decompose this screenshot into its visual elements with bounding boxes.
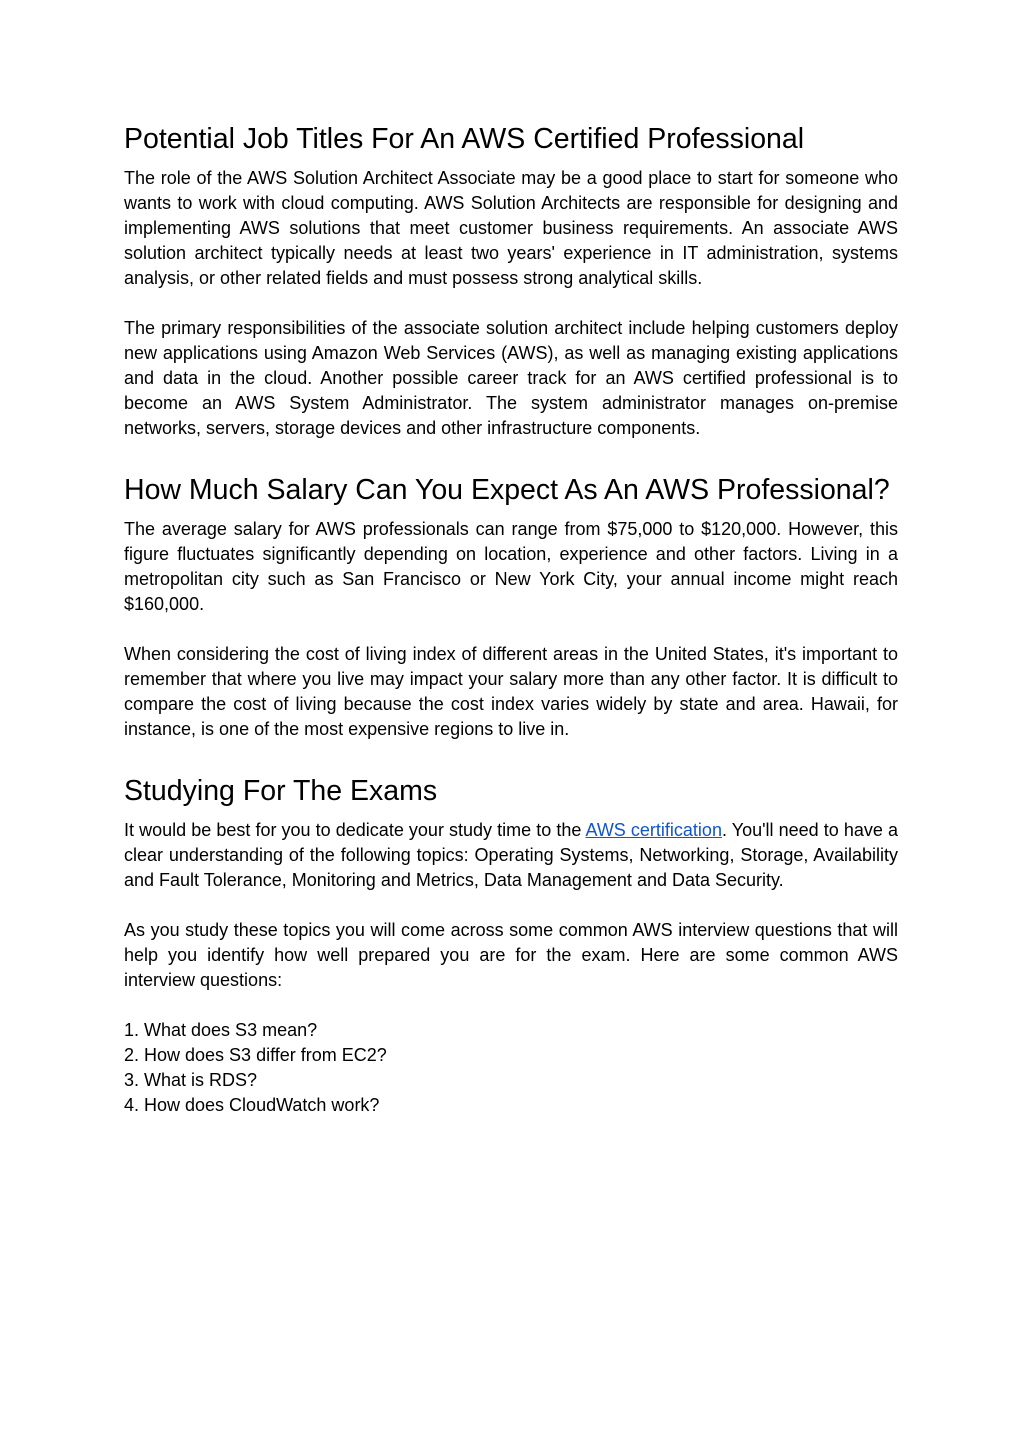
paragraph-text-after-link: . You'll need to have a clear understanding of the following topics: Operating Systems, Networking, Storage, Availability and Fault Tolerance, Monitoring and Metrics, Data Management and Data Security. <box>124 820 899 890</box>
paragraph-with-link <box>124 818 898 893</box>
section-heading: Potential Job Titles For An AWS Certified Professional <box>124 123 805 155</box>
paragraph-text-before-link: It would be best for you to dedicate your study time to the <box>124 820 586 840</box>
section-heading: Studying For The Exams <box>124 775 438 807</box>
list-item: 1. What does S3 mean? <box>124 1020 318 1040</box>
section-studying <box>124 772 898 1118</box>
aws-certification-link[interactable]: AWS certification <box>585 820 722 840</box>
interview-question-list <box>124 1018 898 1118</box>
paragraph: The role of the AWS Solution Architect Associate may be a good place to start for someone who wants to work with cloud computing. AWS Solution Architects are responsible for designing and implementing AWS solutions that meet customer business requirements. An associate AWS solution architect typically needs at least two years' experience in IT administration, systems analysis, or other related fields and must possess strong analytical skills. <box>124 168 898 288</box>
list-item: 3. What is RDS? <box>124 1070 258 1090</box>
list-item: 2. How does S3 differ from EC2? <box>124 1045 387 1065</box>
list-item: 4. How does CloudWatch work? <box>124 1095 380 1115</box>
section-salary <box>124 471 898 742</box>
paragraph: The average salary for AWS professionals can range from $75,000 to $120,000. However, this figure fluctuates significantly depending on location, experience and other factors. Living in a metropolitan city such as San Francisco or New York City, your annual income might reach $160,000. <box>124 519 898 614</box>
document-page <box>124 120 898 1118</box>
section-job-titles <box>124 120 898 441</box>
paragraph: The primary responsibilities of the associate solution architect include helping customers deploy new applications using Amazon Web Services (AWS), as well as managing existing applications and data in the cloud. Another possible career track for an AWS certified professional is to become an AWS System Administrator. The system administrator manages on-premise networks, servers, storage devices and other infrastructure components. <box>124 318 898 438</box>
section-heading: How Much Salary Can You Expect As An AWS Professional? <box>124 474 890 506</box>
paragraph: As you study these topics you will come across some common AWS interview questions that will help you identify how well prepared you are for the exam. Here are some common AWS interview questions: <box>124 920 898 990</box>
paragraph: When considering the cost of living index of different areas in the United States, it's important to remember that where you live may impact your salary more than any other factor. It is difficult to compare the cost of living because the cost index varies widely by state and area. Hawaii, for instance, is one of the most expensive regions to live in. <box>124 644 898 739</box>
